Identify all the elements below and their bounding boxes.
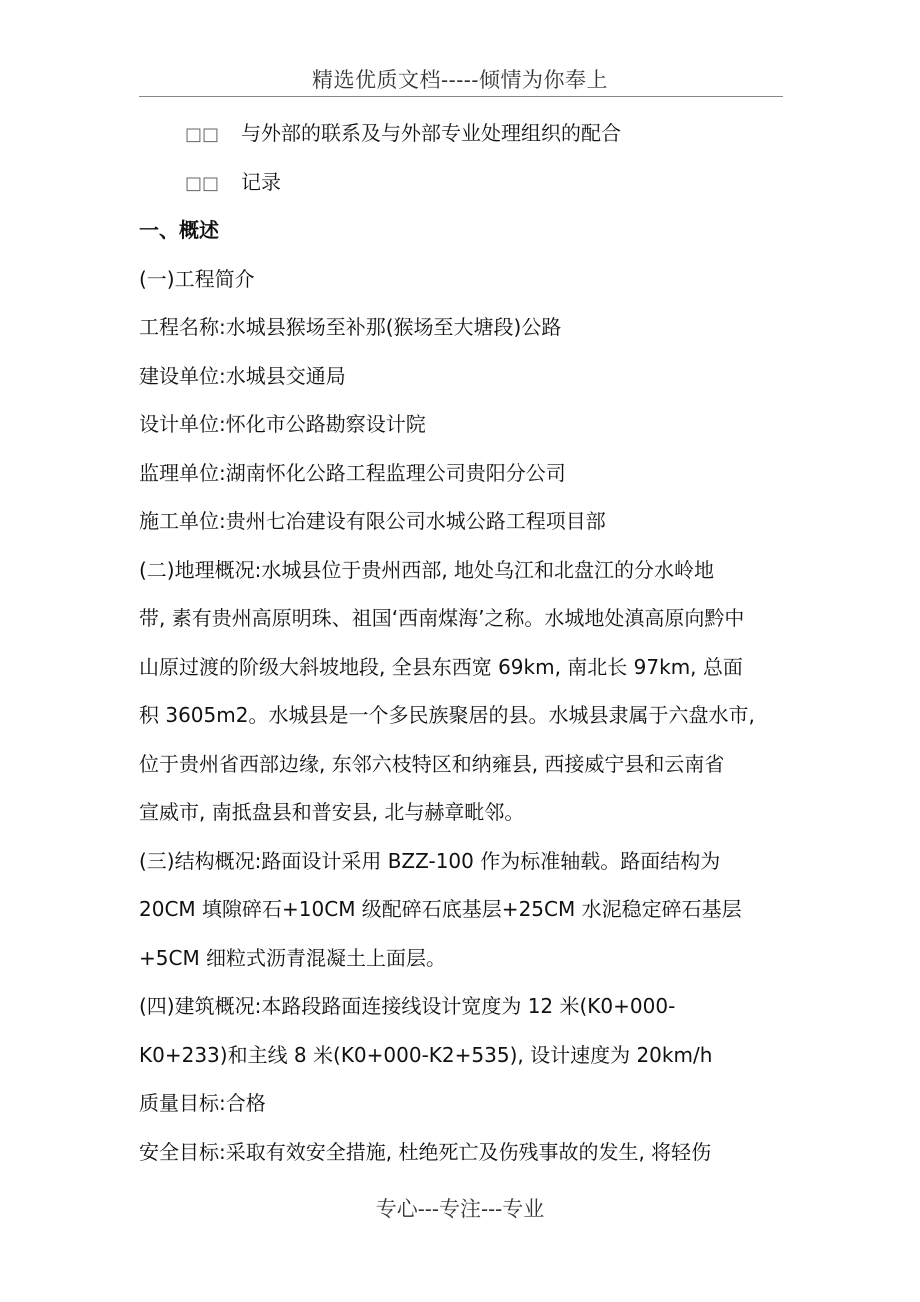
- structure-line: 20CM 填隙碎石+10CM 级配碎石底基层+25CM 水泥稳定碎石基层: [139, 897, 742, 921]
- toc-marker: □□: [185, 124, 220, 145]
- geography-line: 宣威市, 南抵盘县和普安县, 北与赫章毗邻。: [139, 800, 525, 824]
- safety-target: 安全目标:采取有效安全措施, 杜绝死亡及伤残事故的发生, 将轻伤: [139, 1139, 712, 1164]
- quality-target: 质量目标:合格: [139, 1091, 266, 1115]
- subsection-heading: (一)工程简介: [139, 266, 255, 291]
- construction-unit: 建设单位:水城县交通局: [139, 363, 346, 388]
- structure-line: +5CM 细粒式沥青混凝土上面层。: [139, 945, 447, 970]
- document-body: [139, 109, 789, 1176]
- structure-line: (三)结构概况:路面设计采用 BZZ-100 作为标准轴载。路面结构为: [139, 848, 721, 873]
- section-heading: 一、概述: [139, 218, 219, 242]
- toc-text: 记录: [241, 169, 281, 194]
- header-rule: [139, 96, 783, 97]
- building-line: K0+233)和主线 8 米(K0+000-K2+535), 设计速度为 20km/h: [139, 1042, 713, 1067]
- page-footer: 专心---专注---专业: [375, 1197, 545, 1221]
- page-header: 精选优质文档-----倾情为你奉上: [312, 68, 608, 92]
- building-line: (四)建筑概况:本路段路面连接线设计宽度为 12 米(K0+000-: [139, 994, 676, 1018]
- design-unit: 设计单位:怀化市公路勘察设计院: [139, 412, 426, 436]
- geography-line: 山原过渡的阶级大斜坡地段, 全县东西宽 69km, 南北长 97km, 总面: [139, 654, 743, 679]
- supervision-unit: 监理单位:湖南怀化公路工程监理公司贵阳分公司: [139, 460, 566, 485]
- toc-marker: □□: [185, 172, 220, 194]
- project-name: 工程名称:水城县猴场至补那(猴场至大塘段)公路: [139, 315, 562, 339]
- toc-item: [139, 109, 789, 158]
- geography-line: 位于贵州省西部边缘, 东邻六枝特区和纳雍县, 西接威宁县和云南省: [139, 751, 725, 776]
- toc-item: [139, 158, 789, 207]
- contractor-unit: 施工单位:贵州七冶建设有限公司水城公路工程项目部: [139, 509, 606, 533]
- geography-line: 积 3605m2。水城县是一个多民族聚居的县。水城县隶属于六盘水市,: [139, 703, 755, 727]
- geography-line: 带, 素有贵州高原明珠、祖国‘西南煤海’之称。水城地处滇高原向黔中: [139, 606, 745, 630]
- geography-line: (二)地理概况:水城县位于贵州西部, 地处乌江和北盘江的分水岭地: [139, 557, 715, 582]
- toc-text: 与外部的联系及与外部专业处理组织的配合: [241, 121, 621, 145]
